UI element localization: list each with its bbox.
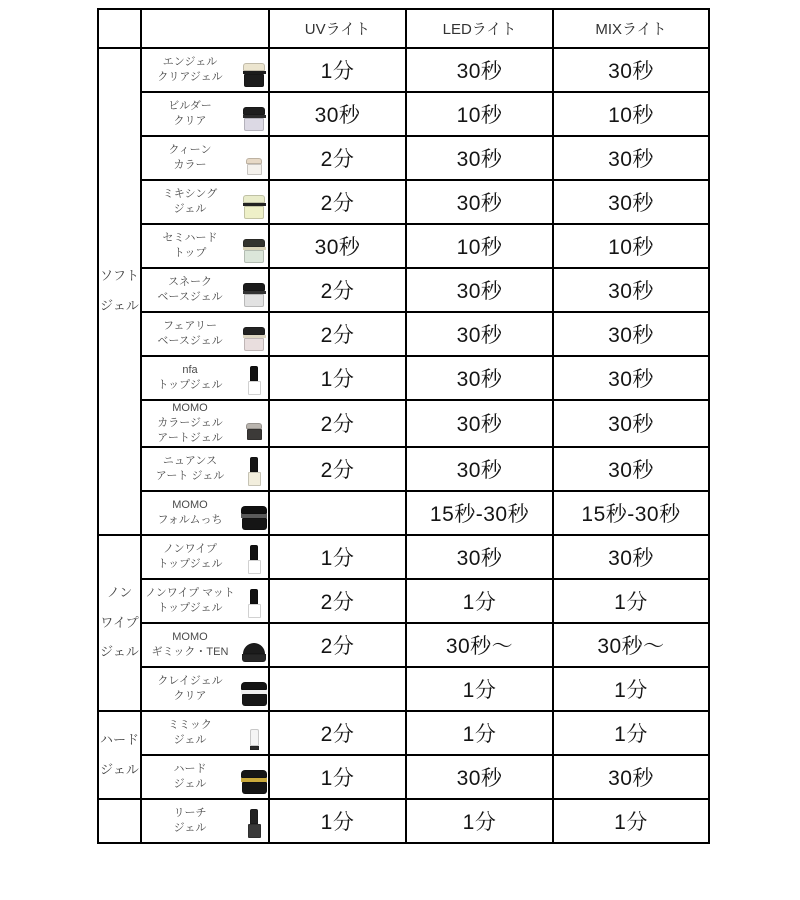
product-name-line: ベースジェル	[157, 335, 223, 347]
product-name	[142, 674, 238, 704]
product-name-line: セミハード	[162, 232, 218, 245]
mix-time-cell: 30秒	[553, 180, 709, 224]
product-inner	[142, 584, 268, 618]
product-name-line: MOMO	[172, 630, 208, 643]
led-time-cell: 30秒	[406, 268, 553, 312]
product-name-line: クィーン	[168, 144, 212, 157]
product-inner	[142, 540, 268, 574]
led-time-cell: 30秒	[406, 312, 553, 356]
uv-time-cell: 2分	[269, 447, 406, 491]
product-inner	[142, 496, 268, 530]
product-name-line: リーチ	[173, 806, 207, 819]
product-name-line: クリア	[173, 689, 207, 702]
product-name-line: ミキシング	[162, 188, 218, 201]
product-inner	[142, 401, 268, 446]
mix-time-cell: 30秒	[553, 755, 709, 799]
product-name	[142, 762, 238, 792]
led-time-cell: 30秒	[406, 180, 553, 224]
product-name-line: ジェル	[173, 733, 207, 746]
corner-cell-group	[98, 9, 141, 48]
uv-time-cell: 2分	[269, 180, 406, 224]
mix-time-cell: 30秒〜	[553, 623, 709, 667]
product-cell	[141, 579, 269, 623]
table-row	[98, 535, 709, 579]
product-name-line: ノンワイプ マット	[145, 586, 235, 599]
led-time-cell: 15秒-30秒	[406, 491, 553, 535]
uv-time-cell	[269, 667, 406, 711]
product-inner	[142, 141, 268, 175]
product-jar-icon	[240, 317, 268, 351]
product-name-line: アートジェル	[157, 431, 223, 444]
product-inner	[142, 628, 268, 662]
led-time-cell: 30秒〜	[406, 623, 553, 667]
product-cell	[141, 268, 269, 312]
led-time-cell: 30秒	[406, 755, 553, 799]
table-row	[98, 447, 709, 491]
led-time-cell: 30秒	[406, 400, 553, 447]
table-row	[98, 400, 709, 447]
product-cell	[141, 447, 269, 491]
product-jar-icon	[240, 185, 268, 219]
uv-time-cell: 2分	[269, 136, 406, 180]
product-name	[142, 630, 238, 660]
uv-time-cell: 30秒	[269, 92, 406, 136]
mix-time-cell: 1分	[553, 799, 709, 843]
product-name	[142, 718, 238, 748]
product-cell	[141, 667, 269, 711]
table-row	[98, 312, 709, 356]
mix-time-cell: 10秒	[553, 224, 709, 268]
group-label	[98, 799, 141, 843]
product-jar-icon	[240, 760, 268, 794]
product-bottle-icon	[240, 452, 268, 486]
product-cell	[141, 400, 269, 447]
mix-time-cell: 1分	[553, 711, 709, 755]
group-label-line: ハード	[99, 731, 139, 747]
product-jar-icon	[240, 496, 268, 530]
product-inner	[142, 273, 268, 307]
table-row	[98, 180, 709, 224]
product-name-line: スネーク	[168, 276, 212, 289]
product-inner	[142, 804, 268, 838]
led-time-cell: 30秒	[406, 447, 553, 491]
product-name	[142, 498, 238, 528]
product-name-line: ベースジェル	[157, 291, 223, 303]
mix-time-cell: 1分	[553, 667, 709, 711]
column-header-uv: UVライト	[269, 9, 406, 48]
uv-time-cell: 2分	[269, 312, 406, 356]
product-cell	[141, 224, 269, 268]
mix-time-cell: 30秒	[553, 268, 709, 312]
product-bottle-icon	[240, 804, 268, 838]
product-name-line: クリア	[173, 115, 207, 127]
group-label	[98, 535, 141, 711]
uv-time-cell: 1分	[269, 535, 406, 579]
table-row	[98, 623, 709, 667]
product-jar-icon	[240, 406, 268, 440]
product-inner	[142, 760, 268, 794]
product-name-line: MOMO	[172, 498, 208, 511]
product-jar-icon	[240, 628, 268, 662]
product-name	[142, 542, 238, 572]
product-name-line: フェアリー	[162, 320, 217, 333]
product-name-line: ジェル	[173, 777, 207, 790]
uv-time-cell	[269, 491, 406, 535]
product-bottle-icon	[240, 361, 268, 395]
product-jar-icon	[240, 141, 268, 175]
led-time-cell: 1分	[406, 799, 553, 843]
product-cell	[141, 491, 269, 535]
product-cell	[141, 312, 269, 356]
product-name	[142, 275, 238, 305]
product-name-line: トップジェル	[157, 379, 223, 391]
table-row	[98, 356, 709, 400]
product-inner	[142, 97, 268, 131]
curing-time-table	[97, 8, 710, 844]
mix-time-cell: 30秒	[553, 447, 709, 491]
led-time-cell: 10秒	[406, 92, 553, 136]
product-cell	[141, 356, 269, 400]
product-inner	[142, 317, 268, 351]
table-row	[98, 491, 709, 535]
product-cell	[141, 623, 269, 667]
product-name-line: ビルダー	[168, 100, 212, 113]
group-label-line: ワイプ	[100, 614, 139, 630]
product-cell	[141, 755, 269, 799]
table-row	[98, 755, 709, 799]
led-time-cell: 30秒	[406, 136, 553, 180]
table-row	[98, 136, 709, 180]
product-jar-icon	[240, 229, 268, 263]
group-label	[98, 48, 141, 535]
product-name-line: ギミック・TEN	[151, 645, 229, 658]
product-cell	[141, 180, 269, 224]
product-name-line: ジェル	[173, 821, 207, 834]
led-time-cell: 1分	[406, 667, 553, 711]
product-name	[142, 586, 238, 616]
mix-time-cell: 30秒	[553, 400, 709, 447]
product-name-line: トップジェル	[157, 601, 223, 614]
group-label	[98, 711, 141, 799]
product-jar-icon	[240, 53, 268, 87]
product-cell	[141, 48, 269, 92]
product-cell	[141, 799, 269, 843]
product-cell	[141, 711, 269, 755]
product-inner	[142, 53, 268, 87]
product-name-line: nfa	[182, 364, 198, 377]
table-row	[98, 268, 709, 312]
product-name	[142, 319, 238, 349]
group-label-line: ノン	[106, 584, 133, 600]
product-name-line: トップジェル	[157, 557, 223, 570]
product-name-line: ニュアンス	[162, 454, 218, 467]
led-time-cell: 30秒	[406, 48, 553, 92]
uv-time-cell: 2分	[269, 400, 406, 447]
product-name	[142, 401, 238, 446]
uv-time-cell: 1分	[269, 48, 406, 92]
led-time-cell: 10秒	[406, 224, 553, 268]
mix-time-cell: 30秒	[553, 312, 709, 356]
uv-time-cell: 1分	[269, 799, 406, 843]
column-header-mix: MIXライト	[553, 9, 709, 48]
group-label-line: ジェル	[100, 298, 139, 314]
mix-time-cell: 30秒	[553, 535, 709, 579]
header-row	[98, 9, 709, 48]
uv-time-cell: 1分	[269, 755, 406, 799]
product-cell	[141, 136, 269, 180]
mix-time-cell: 30秒	[553, 356, 709, 400]
product-name-line: カラー	[173, 159, 207, 171]
table-row	[98, 799, 709, 843]
product-jar-icon	[240, 97, 268, 131]
product-inner	[142, 452, 268, 486]
mix-time-cell: 15秒-30秒	[553, 491, 709, 535]
product-name-line: ミミック	[168, 718, 212, 731]
product-jar-icon	[240, 273, 268, 307]
product-name-line: MOMO	[172, 402, 208, 414]
led-time-cell: 1分	[406, 579, 553, 623]
product-name-line: ハード	[173, 762, 207, 775]
uv-time-cell: 2分	[269, 268, 406, 312]
product-tube-icon	[240, 716, 268, 750]
table-row	[98, 48, 709, 92]
product-name-line: エンジェル	[162, 56, 218, 69]
mix-time-cell: 10秒	[553, 92, 709, 136]
product-name	[142, 454, 238, 484]
product-name	[142, 187, 238, 217]
table-row	[98, 92, 709, 136]
product-name-line: ジェル	[173, 203, 207, 215]
mix-time-cell: 30秒	[553, 136, 709, 180]
product-inner	[142, 672, 268, 706]
led-time-cell: 1分	[406, 711, 553, 755]
product-jar-icon	[240, 672, 268, 706]
product-bottle-icon	[240, 584, 268, 618]
product-inner	[142, 229, 268, 263]
product-cell	[141, 535, 269, 579]
product-name-line: クリアジェル	[157, 71, 223, 83]
table-row	[98, 579, 709, 623]
mix-time-cell: 30秒	[553, 48, 709, 92]
led-time-cell: 30秒	[406, 356, 553, 400]
product-name-line: トップ	[173, 247, 207, 259]
product-name	[142, 363, 238, 393]
uv-time-cell: 2分	[269, 711, 406, 755]
table-row	[98, 224, 709, 268]
table-row	[98, 711, 709, 755]
product-name	[142, 55, 238, 85]
uv-time-cell: 2分	[269, 623, 406, 667]
table-row	[98, 667, 709, 711]
product-name-line: アート ジェル	[155, 469, 225, 482]
product-bottle-icon	[240, 540, 268, 574]
product-name-line: フォルムっち	[157, 513, 223, 526]
group-label-line: ソフト	[99, 268, 139, 284]
product-name-line: クレイジェル	[157, 674, 223, 687]
product-name-line: カラージェル	[157, 416, 223, 429]
column-header-led: LEDライト	[406, 9, 553, 48]
product-name	[142, 231, 238, 261]
group-label-line: ジェル	[100, 644, 139, 660]
product-inner	[142, 361, 268, 395]
product-inner	[142, 716, 268, 750]
product-name	[142, 99, 238, 129]
product-name-line: ノンワイプ	[163, 542, 217, 555]
uv-time-cell: 2分	[269, 579, 406, 623]
product-name	[142, 143, 238, 173]
product-name	[142, 806, 238, 836]
mix-time-cell: 1分	[553, 579, 709, 623]
group-label-line: ジェル	[100, 761, 139, 777]
product-inner	[142, 185, 268, 219]
uv-time-cell: 1分	[269, 356, 406, 400]
led-time-cell: 30秒	[406, 535, 553, 579]
uv-time-cell: 30秒	[269, 224, 406, 268]
corner-cell-product	[141, 9, 269, 48]
product-cell	[141, 92, 269, 136]
